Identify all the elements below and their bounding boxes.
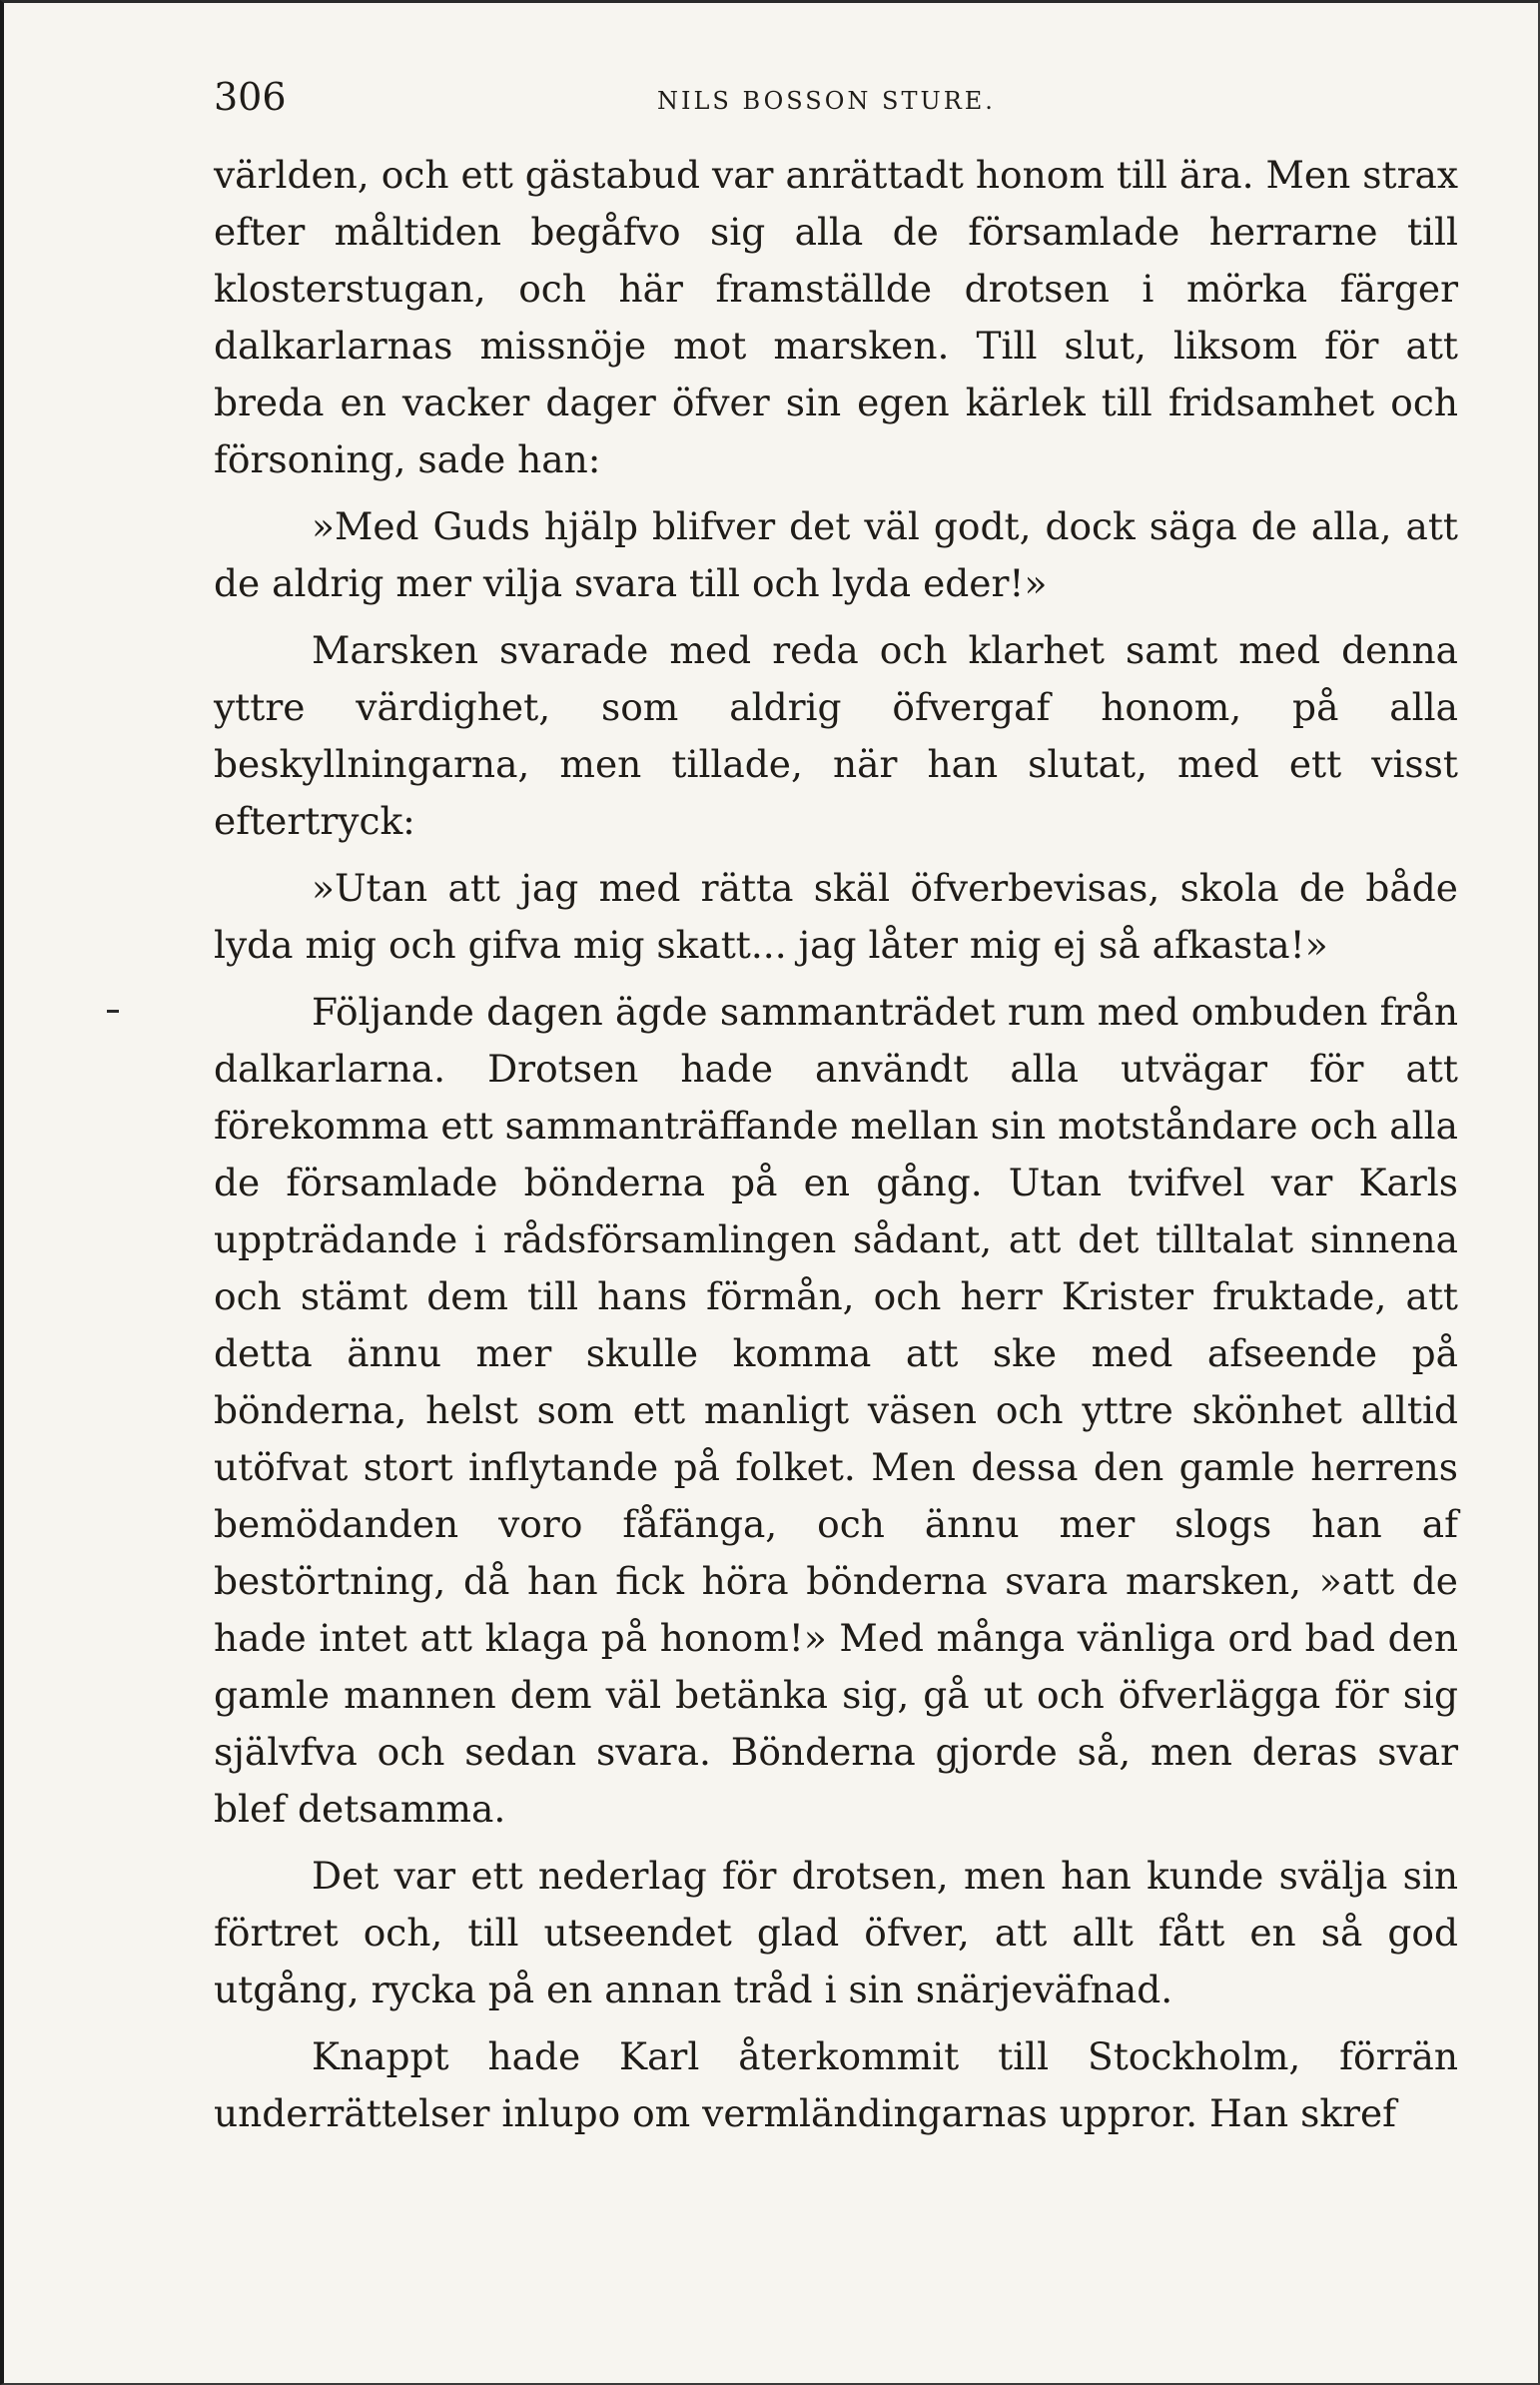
running-head: [214, 67, 1462, 127]
paragraph: Marsken svarade med reda och klarhet samt med denna yttre värdighet, som aldrig öfvergaf honom, på alla beskyllningarna, men tillade, när han slutat, med ett visst eftertryck:: [214, 628, 1458, 843]
paragraph: »Utan att jag med rätta skäl öfverbevisas, skola de både lyda mig och gifva mig skatt... jag låter mig ej så afkasta!»: [214, 866, 1458, 967]
paragraph: »Med Guds hjälp blifver det väl godt, dock säga de alla, att de aldrig mer vilja svara till och lyda eder!»: [214, 504, 1458, 605]
text-body: [214, 147, 1458, 2142]
paragraph: Knappt hade Karl återkommit till Stockholm, förrän underrättelser inlupo om vermländingarnas uppror. Han skref: [214, 2034, 1458, 2135]
running-title: NILS BOSSON STURE.: [657, 87, 996, 115]
paragraph: Följande dagen ägde sammanträdet rum med ombuden från dalkarlarna. Drotsen hade användt alla utvägar för att förekomma ett sammanträffande mellan sin motståndare och alla de församlade bönderna på en gång. Utan tvifvel var Karls uppträdande i rådsförsamlingen sådant, att det tilltalat sinnena och stämt dem till hans förmån, och herr Krister fruktade, att detta ännu mer skulle komma att ske med afseende på bönderna, helst som ett manligt väsen och yttre skönhet alltid utöfvat stort inflytande på folket. Men dessa den gamle herrens bemödanden voro fåfänga, och ännu mer slogs han af bestörtning, då han fick höra bönderna svara marsken, »att de hade intet att klaga på honom!» Med många vänliga ord bad den gamle mannen dem väl betänka sig, gå ut och öfverlägga för sig självfva och sedan svara. Bönderna gjorde så, men deras svar blef detsamma.: [214, 990, 1458, 1831]
margin-mark: [107, 1010, 119, 1013]
page-number: 306: [214, 75, 287, 119]
paragraph: världen, och ett gästabud var anrättadt honom till ära. Men strax efter måltiden begåfvo sig alla de församlade herrarne till klosterstugan, och här framställde drotsen i mörka färger dalkarlarnas missnöje mot marsken. Till slut, liksom för att breda en vacker dager öfver sin egen kärlek till fridsamhet och försoning, sade han:: [214, 153, 1458, 481]
paragraph: Det var ett nederlag för drotsen, men han kunde svälja sin förtret och, till utseendet glad öfver, att allt fått en så god utgång, rycka på en annan tråd i sin snärjeväfnad.: [214, 1854, 1458, 2011]
